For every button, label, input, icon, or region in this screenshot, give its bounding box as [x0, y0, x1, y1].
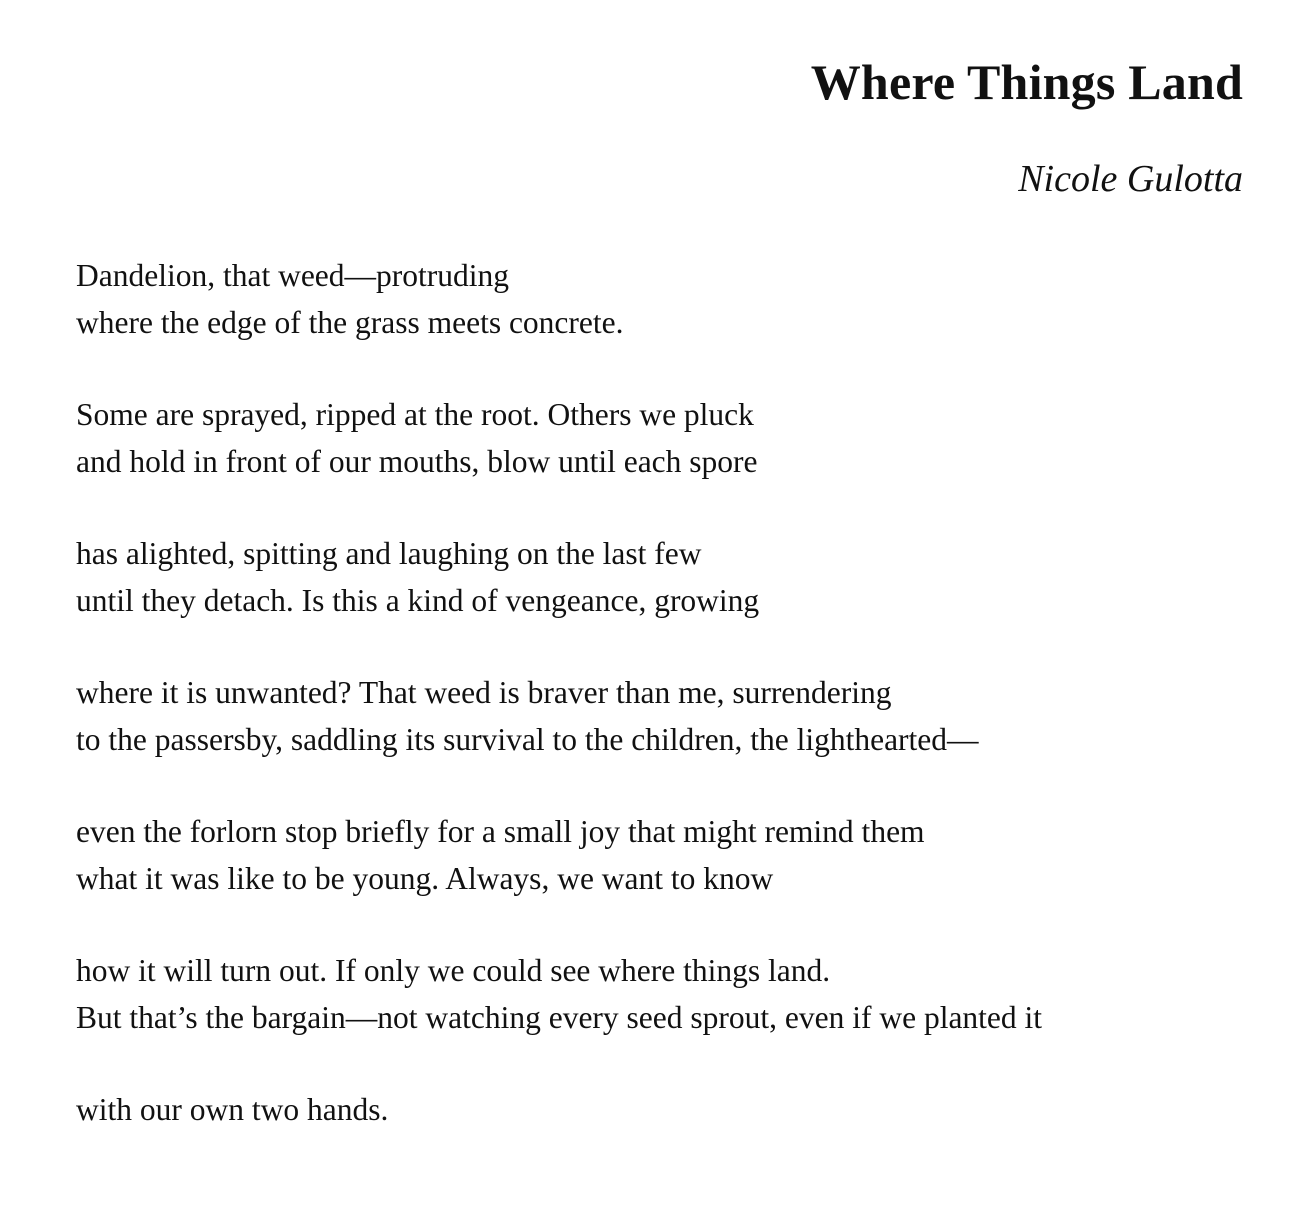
poem-author: Nicole Gulotta — [1018, 158, 1243, 200]
poem-line: until they detach. Is this a kind of vengeance, growing — [76, 583, 760, 618]
poem-line: where it is unwanted? That weed is braver than me, surrendering — [76, 675, 892, 710]
stanza — [76, 252, 1256, 346]
poem-title: Where Things Land — [810, 54, 1243, 110]
poem-line: where the edge of the grass meets concrete. — [76, 305, 624, 340]
poem-line: But that’s the bargain—not watching every seed sprout, even if we planted it — [76, 1000, 1043, 1035]
poem-line: and hold in front of our mouths, blow until each spore — [76, 444, 758, 479]
stanza — [76, 808, 1256, 902]
poem-line: to the passersby, saddling its survival to the children, the lighthearted— — [76, 722, 979, 757]
poem-body — [76, 252, 1256, 1178]
poem-line: with our own two hands. — [76, 1092, 389, 1127]
poem-line: how it will turn out. If only we could see where things land. — [76, 953, 831, 988]
stanza — [76, 530, 1256, 624]
stanza — [76, 669, 1256, 763]
stanza — [76, 1086, 1256, 1133]
poem-line: what it was like to be young. Always, we want to know — [76, 861, 774, 896]
poem-line: Some are sprayed, ripped at the root. Others we pluck — [76, 397, 754, 432]
poem-line: even the forlorn stop briefly for a small joy that might remind them — [76, 814, 925, 849]
poem-line: Dandelion, that weed—protruding — [76, 258, 510, 293]
stanza — [76, 947, 1256, 1041]
poem-line: has alighted, spitting and laughing on the last few — [76, 536, 702, 571]
stanza — [76, 391, 1256, 485]
